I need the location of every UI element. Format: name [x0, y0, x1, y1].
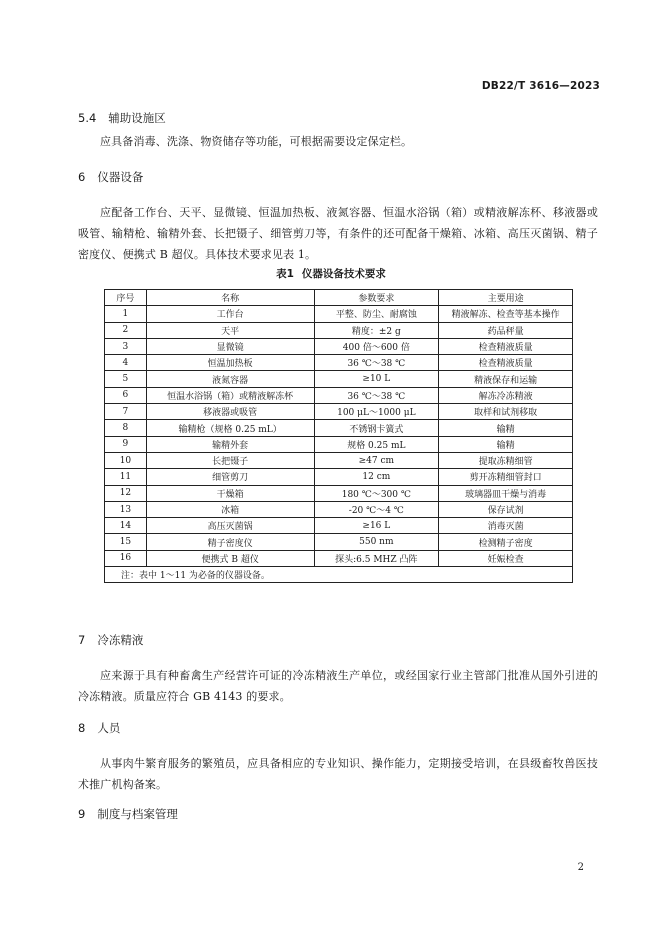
table-row: [105, 485, 573, 501]
row-index-cell: 1: [105, 306, 147, 322]
page-number: 2: [577, 862, 584, 873]
table-note-row: [105, 567, 573, 583]
row-index-cell: 12: [105, 485, 147, 501]
header-cell-index: 序号: [105, 290, 147, 306]
table-caption: [0, 266, 662, 281]
table-caption-title: 仪器设备技术要求: [301, 268, 386, 280]
equipment-name-cell: 精子密度仪: [146, 534, 314, 550]
parameter-cell: ≥10 L: [314, 371, 439, 387]
row-index-cell: 13: [105, 501, 147, 517]
row-index-cell: 6: [105, 387, 147, 403]
equipment-name-cell: 便携式 B 超仪: [146, 550, 314, 566]
section-6-heading: [78, 169, 143, 185]
usage-cell: 输精: [439, 420, 573, 436]
parameter-cell: 36 ℃～38 ℃: [314, 387, 439, 403]
header-cell-name: 名称: [146, 290, 314, 306]
section-8-body: 从事肉牛繁育服务的繁殖员，应具备相应的专业知识、操作能力，定期接受培训，在县级畜牧兽医技术推广机构备案。: [78, 757, 598, 791]
equipment-name-cell: 冰箱: [146, 501, 314, 517]
usage-cell: 检测精子密度: [439, 534, 573, 550]
row-index-cell: 11: [105, 469, 147, 485]
table-row: [105, 501, 573, 517]
table-row: [105, 436, 573, 452]
table-row: [105, 469, 573, 485]
row-index-cell: 4: [105, 355, 147, 371]
section-title: 冷冻精液: [97, 633, 144, 647]
equipment-name-cell: 恒温加热板: [146, 355, 314, 371]
table-row: [105, 387, 573, 403]
row-index-cell: 14: [105, 518, 147, 534]
table-row: [105, 355, 573, 371]
section-number: 9: [78, 807, 86, 821]
row-index-cell: 5: [105, 371, 147, 387]
row-index-cell: 10: [105, 452, 147, 468]
usage-cell: 输精: [439, 436, 573, 452]
table-row: [105, 452, 573, 468]
section-title: 人员: [97, 721, 121, 735]
table-row: [105, 322, 573, 338]
parameter-cell: 平整、防尘、耐腐蚀: [314, 306, 439, 322]
section-7-heading: [78, 632, 143, 648]
parameter-cell: ≥16 L: [314, 518, 439, 534]
table-header-row: [105, 290, 573, 306]
section-title: 仪器设备: [97, 170, 144, 184]
usage-cell: 玻璃器皿干燥与消毒: [439, 485, 573, 501]
section-number: 5.4: [78, 111, 97, 125]
parameter-cell: 100 μL～1000 μL: [314, 404, 439, 420]
equipment-spec-table: [104, 289, 573, 583]
usage-cell: 解冻冷冻精液: [439, 387, 573, 403]
usage-cell: 消毒灭菌: [439, 518, 573, 534]
section-6-body: 应配备工作台、天平、显微镜、恒温加热板、液氮容器、恒温水浴锅（箱）或精液解冻杯、移液器或吸管、输精枪、输精外套、长把镊子、细管剪刀等，有条件的还可配备干燥箱、冰箱、高压灭菌锅、精子密度仪、便携式 B 超仪。具体技术要求见表 1。: [78, 206, 598, 261]
usage-cell: 检查精液质量: [439, 355, 573, 371]
section-5-4-heading: [78, 110, 166, 126]
row-index-cell: 7: [105, 404, 147, 420]
usage-cell: 剪开冻精细管封口: [439, 469, 573, 485]
section-number: 6: [78, 170, 86, 184]
section-8-heading: [78, 720, 120, 736]
row-index-cell: 9: [105, 436, 147, 452]
parameter-cell: ≥47 cm: [314, 452, 439, 468]
parameter-cell: 36 ℃～38 ℃: [314, 355, 439, 371]
equipment-name-cell: 输精枪（规格 0.25 mL）: [146, 420, 314, 436]
header-cell-parameter: 参数要求: [314, 290, 439, 306]
equipment-name-cell: 工作台: [146, 306, 314, 322]
usage-cell: 精液保存和运输: [439, 371, 573, 387]
row-index-cell: 15: [105, 534, 147, 550]
section-title: 辅助设施区: [108, 111, 166, 125]
table-row: [105, 306, 573, 322]
table-row: [105, 371, 573, 387]
equipment-name-cell: 细管剪刀: [146, 469, 314, 485]
equipment-name-cell: 液氮容器: [146, 371, 314, 387]
section-9-heading: [78, 806, 178, 822]
row-index-cell: 16: [105, 550, 147, 566]
table-row: [105, 404, 573, 420]
row-index-cell: 2: [105, 322, 147, 338]
table-row: [105, 534, 573, 550]
parameter-cell: -20 ℃～4 ℃: [314, 501, 439, 517]
table-note: 注：表中 1～11 为必备的仪器设备。: [105, 567, 573, 583]
row-index-cell: 8: [105, 420, 147, 436]
parameter-cell: 规格 0.25 mL: [314, 436, 439, 452]
table-row: [105, 420, 573, 436]
equipment-name-cell: 移液器或吸管: [146, 404, 314, 420]
table-row: [105, 338, 573, 354]
section-5-4-body: 应具备消毒、洗涤、物资储存等功能，可根据需要设定保定栏。: [100, 135, 413, 148]
row-index-cell: 3: [105, 338, 147, 354]
section-7-body: 应来源于具有种畜禽生产经营许可证的冷冻精液生产单位，或经国家行业主管部门批准从国外引进的冷冻精液。质量应符合 GB 4143 的要求。: [78, 669, 598, 703]
parameter-cell: 180 ℃～300 ℃: [314, 485, 439, 501]
equipment-name-cell: 高压灭菌锅: [146, 518, 314, 534]
equipment-name-cell: 天平: [146, 322, 314, 338]
parameter-cell: 探头:6.5 MHZ 凸阵: [314, 550, 439, 566]
equipment-name-cell: 显微镜: [146, 338, 314, 354]
usage-cell: 保存试剂: [439, 501, 573, 517]
parameter-cell: 550 nm: [314, 534, 439, 550]
parameter-cell: 12 cm: [314, 469, 439, 485]
section-number: 7: [78, 633, 86, 647]
section-number: 8: [78, 721, 86, 735]
parameter-cell: 精度：±2 g: [314, 322, 439, 338]
usage-cell: 妊娠检查: [439, 550, 573, 566]
parameter-cell: 不锈钢卡簧式: [314, 420, 439, 436]
equipment-name-cell: 恒温水浴锅（箱）或精液解冻杯: [146, 387, 314, 403]
parameter-cell: 400 倍～600 倍: [314, 338, 439, 354]
equipment-name-cell: 输精外套: [146, 436, 314, 452]
section-title: 制度与档案管理: [97, 807, 178, 821]
equipment-name-cell: 长把镊子: [146, 452, 314, 468]
usage-cell: 取样和试剂移取: [439, 404, 573, 420]
usage-cell: 精液解冻、检查等基本操作: [439, 306, 573, 322]
table-row: [105, 518, 573, 534]
standard-code: DB22/T 3616—2023: [481, 80, 600, 92]
table-caption-number: 表1: [276, 268, 294, 280]
usage-cell: 药品秤量: [439, 322, 573, 338]
usage-cell: 提取冻精细管: [439, 452, 573, 468]
table-row: [105, 550, 573, 566]
usage-cell: 检查精液质量: [439, 338, 573, 354]
header-cell-usage: 主要用途: [439, 290, 573, 306]
equipment-name-cell: 干燥箱: [146, 485, 314, 501]
